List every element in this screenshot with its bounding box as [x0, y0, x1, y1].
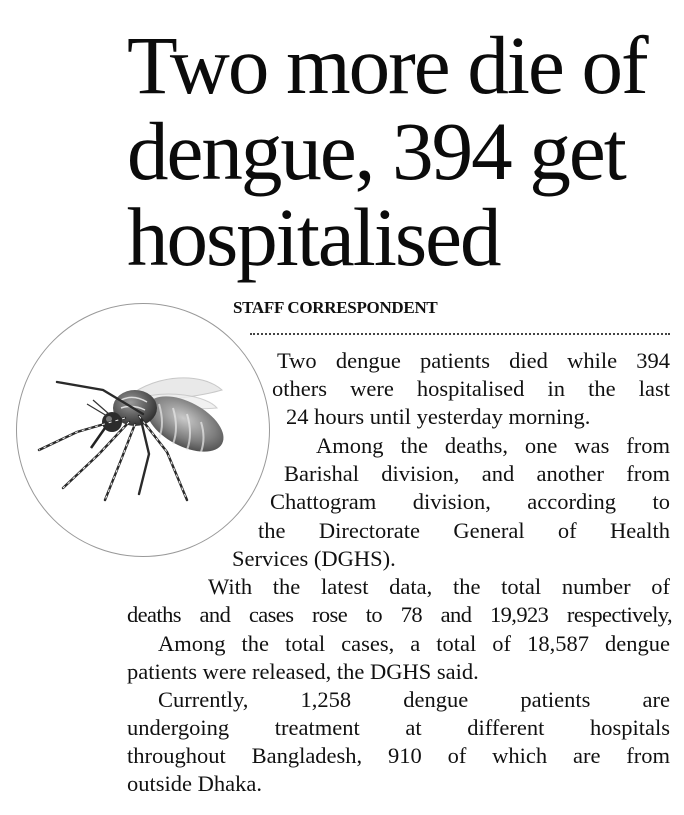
body-line: deaths and cases rose to 78 and 19,923 respectively,	[127, 602, 672, 627]
headline	[127, 19, 679, 283]
body-line: Among the deaths, one was from	[316, 433, 670, 458]
body-line: 24 hours until yesterday morning.	[286, 404, 591, 429]
body-line: outside Dhaka.	[127, 771, 262, 796]
body-line: the Directorate General of Health	[258, 518, 670, 543]
body-line: others were hospitalised in the last	[272, 376, 670, 401]
body-line: Currently, 1,258 dengue patients are	[158, 687, 670, 712]
body-line: throughout Bangladesh, 910 of which are from	[127, 743, 670, 768]
mosquito-photo	[16, 303, 270, 557]
body-line: With the latest data, the total number of	[208, 574, 670, 599]
body-line: Barishal division, and another from	[284, 461, 670, 486]
headline-line: dengue, 394 get	[127, 105, 625, 197]
mosquito-icon	[17, 304, 269, 556]
body-line: patients were released, the DGHS said.	[127, 659, 479, 684]
byline: STAFF CORRESPONDENT	[233, 298, 438, 317]
body-line: Two dengue patients died while 394	[277, 348, 670, 373]
headline-line: hospitalised	[127, 191, 500, 283]
body-line: Chattogram division, according to	[270, 489, 670, 514]
body-line: Among the total cases, a total of 18,587 dengue	[158, 631, 670, 656]
body-line: Services (DGHS).	[232, 546, 396, 571]
headline-line: Two more die of	[127, 19, 647, 111]
dotted-divider	[250, 333, 670, 335]
body-line: undergoing treatment at different hospitals	[127, 715, 670, 740]
